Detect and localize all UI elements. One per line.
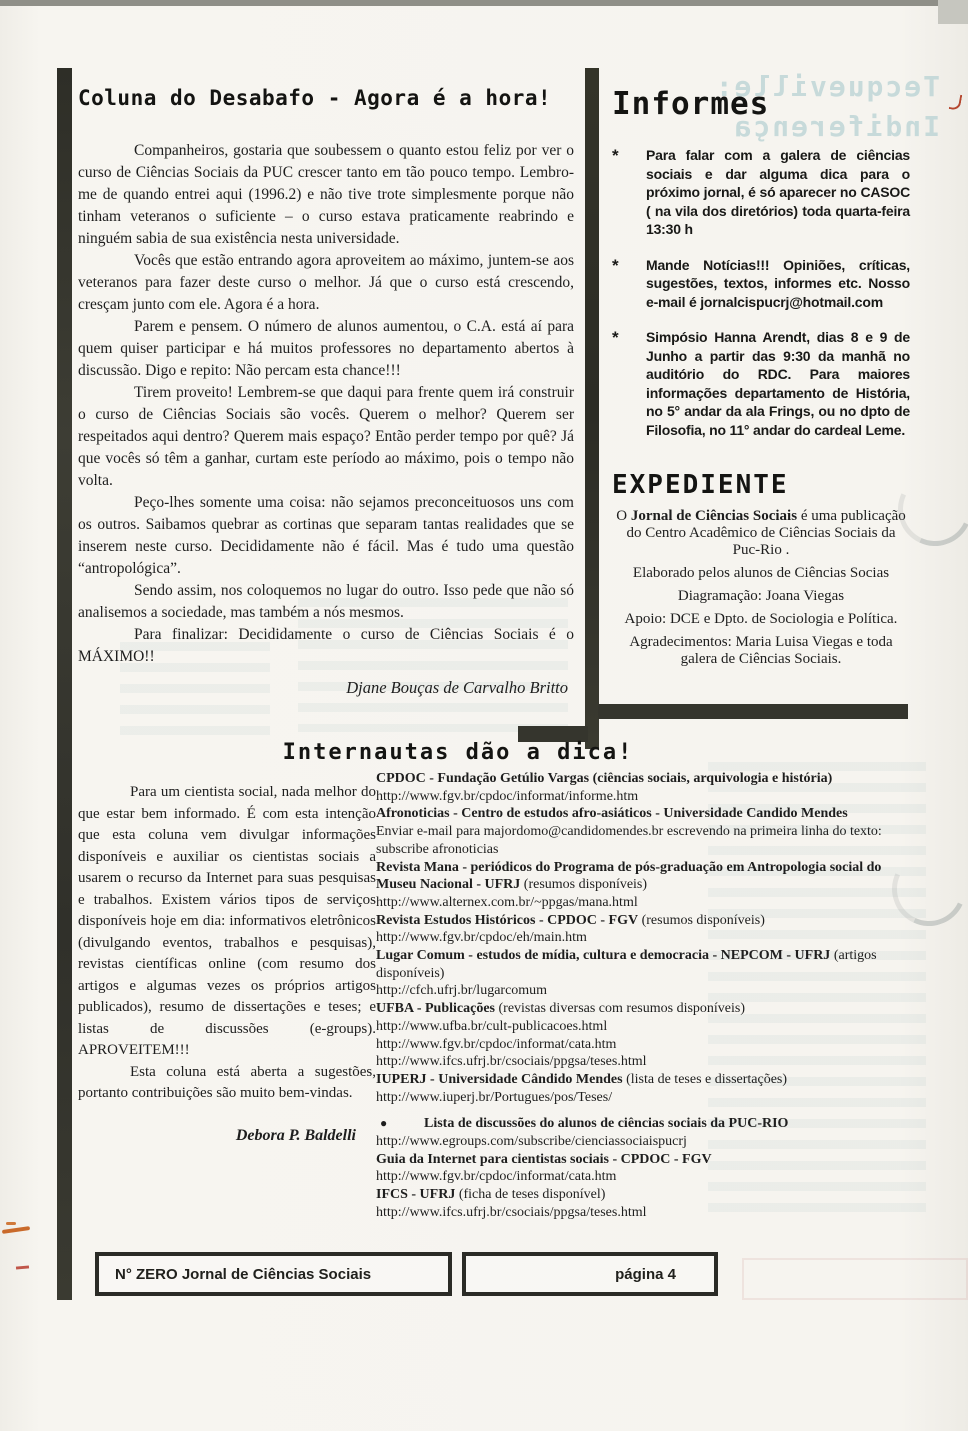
text-segment: Revista Mana - periódicos do Programa de pós-graduação em Antropologia social do Museu Nacional - UFRJ	[376, 859, 882, 893]
bleed-through-headline-line1: Tecqueville:	[713, 70, 940, 103]
article-paragraph: Para finalizar: Decididamente o curso de Ciências Sociais é o MÁXIMO!!	[78, 626, 574, 665]
bullet-icon: ●	[380, 1116, 388, 1131]
link-entry	[376, 770, 893, 805]
link-entry-title	[376, 770, 893, 788]
internautas-paragraph: Esta coluna está aberta a sugestões, portanto contribuições são muito bem-vindas.	[78, 1063, 376, 1101]
link-entry-title	[376, 859, 893, 894]
informes-item	[612, 256, 910, 312]
text-segment: Lugar Comum - estudos de mídia, cultura e democracia - NEPCOM - UFRJ	[376, 948, 831, 964]
text-segment: (resumos disponíveis)	[520, 877, 648, 893]
text-segment: Diagramação: Joana Viegas	[677, 588, 845, 604]
internautas-paragraph: Para um cientista social, nada melhor do que estar bem informado. É com esta intenção que esta coluna vem divulgar informações disponíveis e auxiliar os cientistas sociais a usarem o recurso da Internet para suas pesquisas e trabalhos. Existem vários tipos de serviços disponíveis hoje em dia: informativos eletrônicos (divulgando eventos, trabalhos e pesquisas), revistas científicas online (com resumo dos artigos e algumas vezes os próprios artigos publicados), resumo de dissertações e teses; e listas de discussões (e-groups). APROVEITEM!!!	[78, 784, 376, 1058]
link-entry	[376, 1151, 893, 1186]
page-curl-mark	[882, 842, 968, 937]
link-entry-title	[376, 1186, 893, 1204]
text-segment: Agradecimentos: Maria Luisa Viegas e toda galera de Ciências Sociais.	[629, 634, 893, 667]
asterisk-bullet: *	[612, 146, 619, 165]
link-entry	[376, 805, 893, 858]
link-entry	[376, 912, 893, 947]
expediente-panel	[612, 470, 910, 668]
article-paragraph: Sendo assim, nos coloquemos no lugar do outro. Isso pede que não só analisemos a sociedade, mas também a nós mesmos.	[78, 582, 574, 621]
center-column-rule	[585, 68, 599, 749]
expediente-line	[612, 611, 910, 628]
informes-item-text: Para falar com a galera de ciências sociais e dar alguma dica para o próximo jornal, é só aparecer no CASOC ( na vila dos diretórios) toda quarta-feira 13:30 h	[646, 147, 910, 237]
scanner-edge-strip	[0, 0, 945, 6]
link-entry	[376, 1071, 893, 1106]
expediente-title: EXPEDIENTE	[612, 470, 789, 500]
text-segment: Jornal de Ciências Sociais	[630, 508, 798, 524]
link-entry-url: http://www.fgv.br/cpdoc/informat/cata.htm	[376, 1169, 617, 1185]
asterisk-bullet: *	[612, 328, 619, 347]
expediente-credits	[612, 508, 910, 668]
orange-pen-mark	[2, 1226, 30, 1234]
expediente-line	[612, 588, 910, 605]
link-entry-url: http://www.iuperj.br/Portugues/pos/Teses/	[376, 1089, 613, 1105]
text-segment: (artigos disponíveis)	[376, 948, 877, 981]
text-segment: Guia da Internet para cientistas sociais - CPDOC - FGV	[376, 1151, 712, 1167]
link-entry-url: http://www.ifcs.ufrj.br/csociais/ppgsa/teses.html	[376, 1204, 647, 1220]
desabafo-article	[78, 86, 574, 698]
informes-item-text: Simpósio Hanna Arendt, dias 8 e 9 de Junho a partir das 9:30 da manhã no auditório do RDC. Para maiores informações departamento de História, no 5° andar da ala Frings, ou no dpto de Filosofia, no 11° andar do cardeal Leme.	[646, 329, 910, 438]
link-entry	[376, 1115, 893, 1150]
link-entry-title	[376, 1000, 893, 1018]
text-segment: Afronoticias - Centro de estudos afro-asiáticos - Universidade Candido Mendes	[376, 806, 848, 822]
internautas-body	[78, 782, 376, 1105]
text-segment: é uma publicação do Centro Acadêmico de Ciências Sociais da Puc-Rio .	[626, 508, 906, 558]
link-entry	[376, 859, 893, 912]
text-segment: CPDOC - Fundação Getúlio Vargas (ciências sociais, arquivologia e história)	[376, 771, 833, 786]
article-title: Coluna do Desabafo - Agora é a hora!	[78, 86, 552, 110]
article-paragraph: Peço-lhes somente uma coisa: não sejamos preconceituosos uns com os outros. Saibamos quebrar as cortinas que separam tantas realidades que se inserem neste curso. Decididamente não é fácil. Mas é tudo uma questão “antropológica”.	[78, 494, 574, 577]
link-entry	[376, 1186, 893, 1221]
link-entry-title	[376, 1151, 893, 1169]
link-entry-url: Enviar e-mail para majordomo@candidomendes.br escrevendo na primeira linha do texto: subscribe afronoticias	[376, 824, 882, 857]
informes-item-text: Mande Notícias!!! Opiniões, críticas, sugestões, textos, informes etc. Nosso e-mail é jornalcispucrj@hotmail.com	[646, 256, 910, 310]
page-number-label: página 4	[462, 1252, 718, 1296]
article-byline: Djane Bouças de Carvalho Britto	[346, 678, 568, 697]
bleed-through-footer-box	[742, 1258, 968, 1300]
text-segment: IUPERJ - Universidade Cândido Mendes	[376, 1071, 623, 1087]
link-entry-url: http://www.fgv.br/cpdoc/informat/informe.htm	[376, 788, 639, 804]
informes-panel	[612, 86, 910, 439]
text-segment: Lista de discussões do alunos de ciências sociais da PUC-RIO	[424, 1116, 789, 1132]
link-entry-url: http://www.fgv.br/cpdoc/eh/main.htm	[376, 930, 587, 946]
link-entry-title	[376, 805, 893, 823]
article-paragraph: Parem e pensem. O número de alunos aumentou, o C.A. está aí para quem quiser participar e há muitos professores no departamento abertos à discussão. Digo e repito: Não percam esta chance!!!	[78, 318, 574, 379]
text-segment: UFBA - Publicações	[376, 1001, 495, 1017]
text-segment: O	[616, 508, 631, 524]
orange-pen-mark	[6, 1222, 16, 1225]
link-entry-url: http://www.ifcs.ufrj.br/csociais/ppgsa/teses.html	[376, 1054, 647, 1070]
expediente-line	[612, 565, 910, 582]
article-body	[78, 140, 574, 668]
internautas-title: Internautas dão a dica!	[282, 740, 634, 765]
text-segment: Revista Estudos Históricos - CPDOC - FGV	[376, 912, 639, 928]
article-paragraph: Tirem proveito! Lembrem-se que daqui para frente quem irá construir o curso de Ciências Sociais são vocês. Querem o melhor? Querem ser respeitados aqui dentro? Querem mais espaço? Então perder tempo por quê? Já que vocês só têm a ganhar, curtam este período ao máximo, pois o tempo não volta.	[78, 384, 574, 489]
expediente-bottom-rule	[598, 704, 908, 719]
expediente-line	[612, 634, 910, 668]
text-segment: (revistas diversas com resumos disponíveis)	[495, 1001, 746, 1017]
journal-issue-label: N° ZERO Jornal de Ciências Sociais	[95, 1252, 452, 1296]
link-entry-url: http://www.fgv.br/cpdoc/informat/cata.htm	[376, 1036, 617, 1052]
asterisk-bullet: *	[612, 255, 619, 275]
bleed-through-headline-line2: Indiferença	[732, 110, 940, 143]
left-column-rule	[57, 68, 72, 1300]
internautas-article	[78, 782, 376, 1145]
informes-item	[612, 328, 910, 439]
internet-links-list	[376, 770, 893, 1222]
links-list-body	[376, 770, 893, 1222]
text-segment: Elaborado pelos alunos de Ciências Socias	[632, 565, 890, 581]
informes-list	[612, 146, 910, 439]
scanner-corner-shadow	[938, 0, 968, 24]
internautas-byline: Debora P. Baldelli	[235, 1126, 356, 1144]
text-segment: (lista de teses e dissertações)	[622, 1071, 788, 1087]
text-segment: Apoio: DCE e Dpto. de Sociologia e Política.	[624, 611, 898, 627]
article-paragraph: Vocês que estão entrando agora aproveitem ao máximo, juntem-se aos veteranos para fazer deste curso o melhor. Já que o curso está crescendo, cresçam junto com ele. Agora é a hora.	[78, 252, 574, 313]
text-segment: (ficha de teses disponível)	[455, 1187, 606, 1203]
text-segment: (resumos disponíveis)	[638, 912, 765, 928]
text-segment: IFCS - UFRJ	[376, 1187, 456, 1203]
informes-item	[612, 146, 910, 239]
article-paragraph: Companheiros, gostaria que soubessem o quanto estou feliz por ver o curso de Ciências Sociais da PUC crescer tanto em tão pouco tempo. Lembro-me de quando entrei aqui (1996.2) e não tive trote simplesmente porque não tinham veteranos o suficiente – o curso estava praticamente reabrindo e ninguém sabia de sua existência nesta universidade.	[78, 142, 574, 247]
link-entry-url: http://www.alternex.com.br/~ppgas/mana.html	[376, 894, 638, 910]
red-pen-mark	[949, 93, 963, 111]
link-entry-title	[376, 1071, 893, 1089]
link-entry	[376, 1000, 893, 1071]
red-pen-mark	[16, 1265, 29, 1269]
link-entry-title	[376, 912, 893, 930]
page-footer	[95, 1252, 718, 1296]
link-entry-title	[376, 947, 893, 982]
link-entry-url: http://www.egroups.com/subscribe/cienciassociaispucrj	[376, 1134, 687, 1150]
link-entry	[376, 947, 893, 1000]
link-entry-title	[376, 1115, 893, 1133]
expediente-line	[612, 508, 910, 559]
informes-title: Informes	[612, 86, 770, 122]
link-entry-url: http://www.ufba.br/cult-publicacoes.html	[376, 1018, 608, 1034]
link-entry-url: http://cfch.ufrj.br/lugarcomum	[376, 983, 548, 999]
